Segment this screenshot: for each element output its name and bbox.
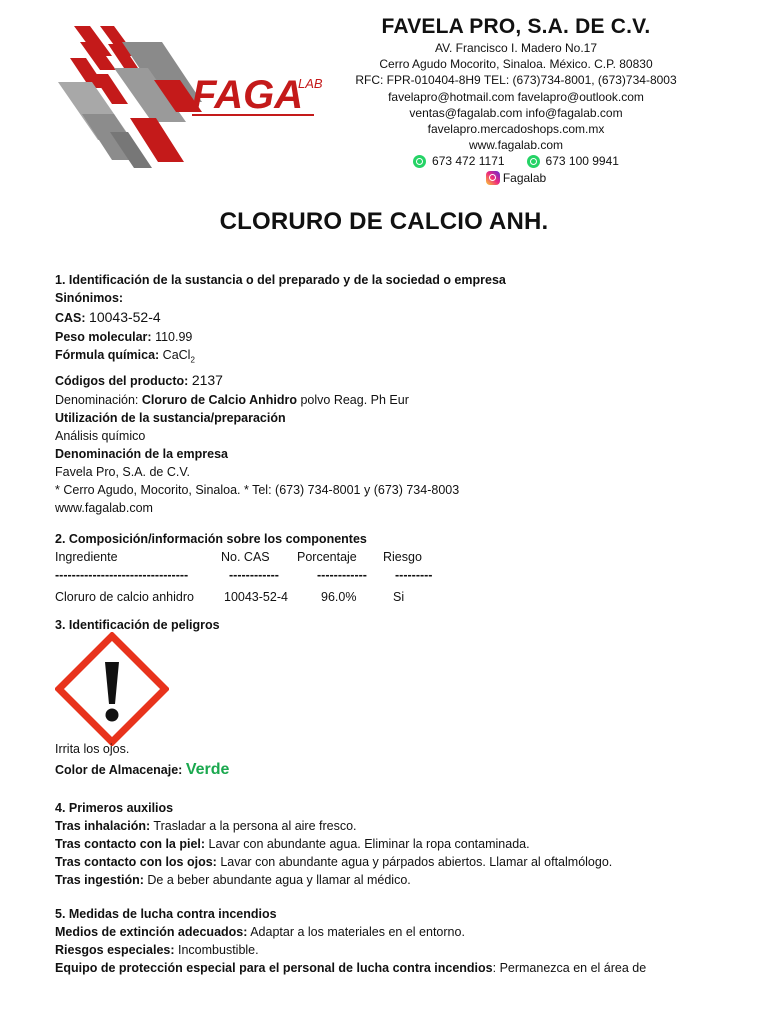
email-line-1[interactable]: favelapro@hotmail.com favelapro@outlook.com (388, 89, 644, 104)
use-value: Análisis químico (55, 428, 146, 443)
first-aid-text: Trasladar a la persona al aire fresco. (153, 819, 357, 833)
first-aid-label: Tras inhalación: (55, 819, 151, 833)
storage-color: Verde (185, 761, 230, 778)
first-aid-text: Lavar con abundante agua. Eliminar la ropa contaminada. (208, 837, 530, 851)
mw-label: Peso molecular: (55, 330, 152, 344)
codes-value: 2137 (191, 371, 223, 388)
instagram-icon (486, 171, 500, 185)
company-address: * Cerro Agudo, Mocorito, Sinaloa. * Tel: (673) 734-8001 y (673) 734-8003 (55, 482, 460, 497)
section-4 (55, 799, 612, 889)
phone-1[interactable]: 673 472 1171 (432, 154, 505, 169)
instagram-row (340, 170, 692, 186)
whatsapp-icon (413, 155, 426, 168)
codes-row (55, 370, 506, 391)
first-aid-item (55, 871, 612, 889)
cas-row (55, 307, 506, 328)
exclamation-hazard-icon (55, 632, 169, 746)
company-website[interactable]: www.fagalab.com (55, 500, 153, 515)
logo-sub-text: LAB (298, 76, 323, 91)
cas-label: CAS: (55, 311, 86, 325)
shop-link[interactable]: favelapro.mercadoshops.com.mx (427, 122, 605, 137)
section-2-heading: 2. Composición/información sobre los componentes (55, 532, 367, 546)
first-aid-item (55, 853, 612, 871)
storage-row (55, 761, 229, 779)
table-cell: Si (393, 590, 405, 604)
use-heading: Utilización de la sustancia/preparación (55, 410, 286, 425)
first-aid-label: Tras contacto con la piel: (55, 837, 206, 851)
table-row (55, 584, 432, 610)
fire-label: Medios de extinción adecuados: (55, 925, 248, 939)
first-aid-label: Tras contacto con los ojos: (55, 855, 217, 869)
table-cell: 10043-52-4 (224, 590, 288, 604)
fire-item (55, 923, 646, 941)
table-header: Ingrediente (55, 550, 118, 564)
section-2 (55, 530, 432, 610)
whatsapp-icon (527, 155, 540, 168)
formula-row (55, 346, 506, 370)
fire-item (55, 959, 646, 977)
table-header: Porcentaje (297, 550, 357, 564)
section-5 (55, 905, 646, 977)
logo-brand-text: FAGA (192, 73, 304, 117)
section-5-heading: 5. Medidas de lucha contra incendios (55, 907, 277, 921)
hazard-text: Irrita los ojos. (55, 742, 130, 756)
formula-subscript: 2 (190, 355, 195, 365)
table-divider: ------------ (229, 568, 279, 582)
company-heading: Denominación de la empresa (55, 446, 228, 461)
section-4-heading: 4. Primeros auxilios (55, 801, 174, 815)
first-aid-item (55, 835, 612, 853)
fire-text: : Permanezca en el área de (492, 961, 647, 975)
whatsapp-row (340, 153, 692, 169)
formula-label: Fórmula química: (55, 348, 160, 362)
instagram-handle[interactable]: Fagalab (502, 170, 547, 185)
table-divider: --------- (395, 568, 433, 582)
table-header-row (55, 548, 432, 566)
first-aid-item (55, 817, 612, 835)
table-divider-row (55, 566, 432, 584)
phone-2[interactable]: 673 100 9941 (545, 154, 619, 169)
address-line-1: AV. Francisco I. Madero No.17 (434, 41, 598, 55)
section-3-heading: 3. Identificación de peligros (55, 618, 220, 632)
fire-text: Incombustible. (178, 943, 259, 957)
denomination-rest: polvo Reag. Ph Eur (300, 392, 409, 407)
first-aid-text: De a beber abundante agua y llamar al médico. (147, 873, 411, 887)
table-header: Riesgo (383, 550, 422, 564)
table-cell: 96.0% (321, 590, 357, 604)
denomination-row (55, 391, 506, 409)
section-1 (55, 271, 506, 517)
rfc-phone-line: RFC: FPR-010404-8H9 TEL: (673)734-8001, (673)734-8003 (355, 73, 677, 88)
company-name: FAVELA PRO, S.A. DE C.V. (381, 15, 651, 38)
first-aid-text: Lavar con abundante agua y párpados abiertos. Llamar al oftalmólogo. (220, 855, 613, 869)
address-line-2: Cerro Agudo Mocorito, Sinaloa. México. C.P. 80830 (379, 57, 653, 72)
table-header: No. CAS (221, 550, 270, 564)
fire-text: Adaptar a los materiales en el entorno. (250, 925, 465, 939)
email-line-2[interactable]: ventas@fagalab.com info@fagalab.com (409, 105, 623, 120)
denomination-bold: Cloruro de Calcio Anhidro (141, 392, 297, 407)
fire-label: Riesgos especiales: (55, 943, 175, 957)
company-header (340, 14, 692, 186)
composition-table (55, 548, 432, 610)
company-name-value: Favela Pro, S.A. de C.V. (55, 464, 191, 479)
first-aid-label: Tras ingestión: (55, 873, 144, 887)
storage-label: Color de Almacenaje: (55, 763, 183, 777)
website-link[interactable]: www.fagalab.com (468, 138, 564, 153)
formula-value: CaCl (162, 348, 191, 362)
mw-value: 110.99 (155, 330, 193, 344)
codes-label: Códigos del producto: (55, 373, 189, 388)
fire-item (55, 941, 646, 959)
document-title: CLORURO DE CALCIO ANH. (219, 208, 549, 235)
mw-row (55, 328, 506, 346)
table-cell: Cloruro de calcio anhidro (55, 590, 194, 604)
cas-value: 10043-52-4 (89, 309, 161, 325)
table-divider: ------------ (317, 568, 367, 582)
fire-label: Equipo de protección especial para el personal de lucha contra incendios (55, 961, 493, 975)
table-divider: -------------------------------- (55, 568, 189, 582)
denomination-label: Denominación: (55, 392, 139, 407)
synonyms-label: Sinónimos: (55, 291, 124, 305)
fagalab-logo (52, 22, 352, 177)
section-1-heading: 1. Identificación de la sustancia o del preparado y de la sociedad o empresa (55, 273, 506, 287)
